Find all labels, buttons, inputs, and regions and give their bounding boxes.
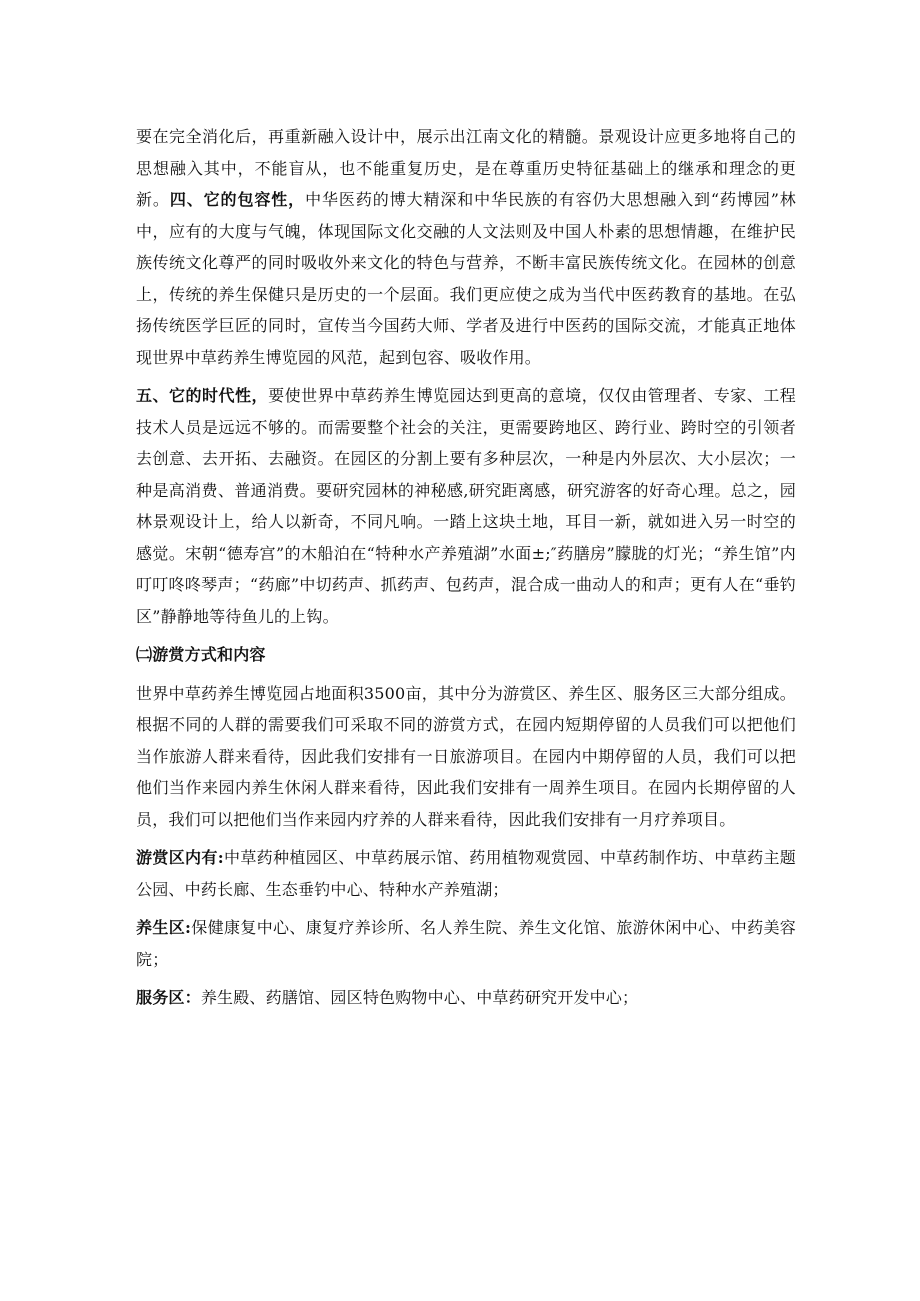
paragraph-text: 要在完全消化后，再重新融入设计中，展示出江南文化的精髓。景观设计应更多地将自己的思想融入其中，不能盲从，也不能重复历史，是在尊重历史特征基础上的继承和理念的更新。 <box>136 127 796 209</box>
section-heading-inclusiveness: 四、它的包容性， <box>169 190 306 209</box>
paragraph-tour-overview: 世界中草药养生博览园占地面积3500亩，其中分为游赏区、养生区、服务区三大部分组成。根据不同的人群的需要我们可采取不同的游赏方式，在园内短期停留的人员我们可以把他们当作旅游人群来看待，因此我们安排有一日旅游项目。在园内中期停留的人员，我们可以把他们当作来园内养生休闲人群来看待，因此我们安排有一周养生项目。在园内长期停留的人员，我们可以把他们当作来园内疗养的人群来看待，因此我们安排有一月疗养项目。 <box>136 683 796 829</box>
paragraph-text: 要使世界中草药养生博览园达到更高的意境，仅仅由管理者、专家、工程技术人员是远远不够的。而需要整个社会的关注，更需要跨地区、跨行业、跨时空的引领者去创意、去开拓、去融资。在园区的分割上要有多种层次，一种是内外层次、大小层次；一种是高消费、普通消费。要研究园林的神秘感,研究距离感，研究游客的好奇心理。总之，园林景观设计上，给人以新奇，不同凡响。一踏上这块土地，耳目一新，就如进入另一时空的感觉。宋朝“德寿宫”的木船泊在“特种水产养殖湖”水面±;″药膳房”朦胧的灯光；“养生馆”内叮叮咚咚琴声；“药廊”中切药声、抓药声、包药声，混合成一曲动人的和声；更有人在“垂钓区”静静地等待鱼儿的上钩。 <box>136 386 796 626</box>
label-tour-zone: 游赏区内有: <box>136 848 224 867</box>
paragraph-text: 中华医药的博大精深和中华民族的有容仍大思想融入到“药博园”林中，应有的大度与气魄，体现国际文化交融的人文法则及中国人朴素的思想情趣，在维护民族传统文化尊严的同时吸收外来文化的特色与营养，不断丰富民族传统文化。在园林的创意上，传统的养生保健只是历史的一个层面。我们更应使之成为当代中医药教育的基地。在弘扬传统医学巨匠的同时，宣传当今国药大师、学者及进行中医药的国际交流，才能真正地体现世界中草药养生博览园的风范，起到包容、吸收作用。 <box>136 190 796 367</box>
label-health-zone: 养生区: <box>136 918 192 937</box>
paragraph-inclusiveness <box>136 121 796 373</box>
paragraph-text: 中草药种植园区、中草药展示馆、药用植物观赏园、中草药制作坊、中草药主题公园、中药长廊、生态垂钓中心、特种水产养殖湖； <box>136 848 796 899</box>
paragraph-tour-zone <box>136 842 796 905</box>
paragraph-health-zone <box>136 912 796 975</box>
document-page <box>136 121 796 1014</box>
paragraph-text: 养生殿、药膳馆、园区特色购物中心、中草药研究开发中心； <box>200 988 639 1007</box>
subsection-heading: ㈡游赏方式和内容 <box>136 645 266 664</box>
label-service-zone: 服务区： <box>136 988 201 1007</box>
paragraph-text: 保健康复中心、康复疗养诊所、名人养生院、养生文化馆、旅游休闲中心、中药美容院； <box>136 918 796 969</box>
section-heading-modernity: 五、它的时代性， <box>136 386 269 405</box>
paragraph-modernity <box>136 380 796 632</box>
paragraph-service-zone <box>136 982 796 1014</box>
